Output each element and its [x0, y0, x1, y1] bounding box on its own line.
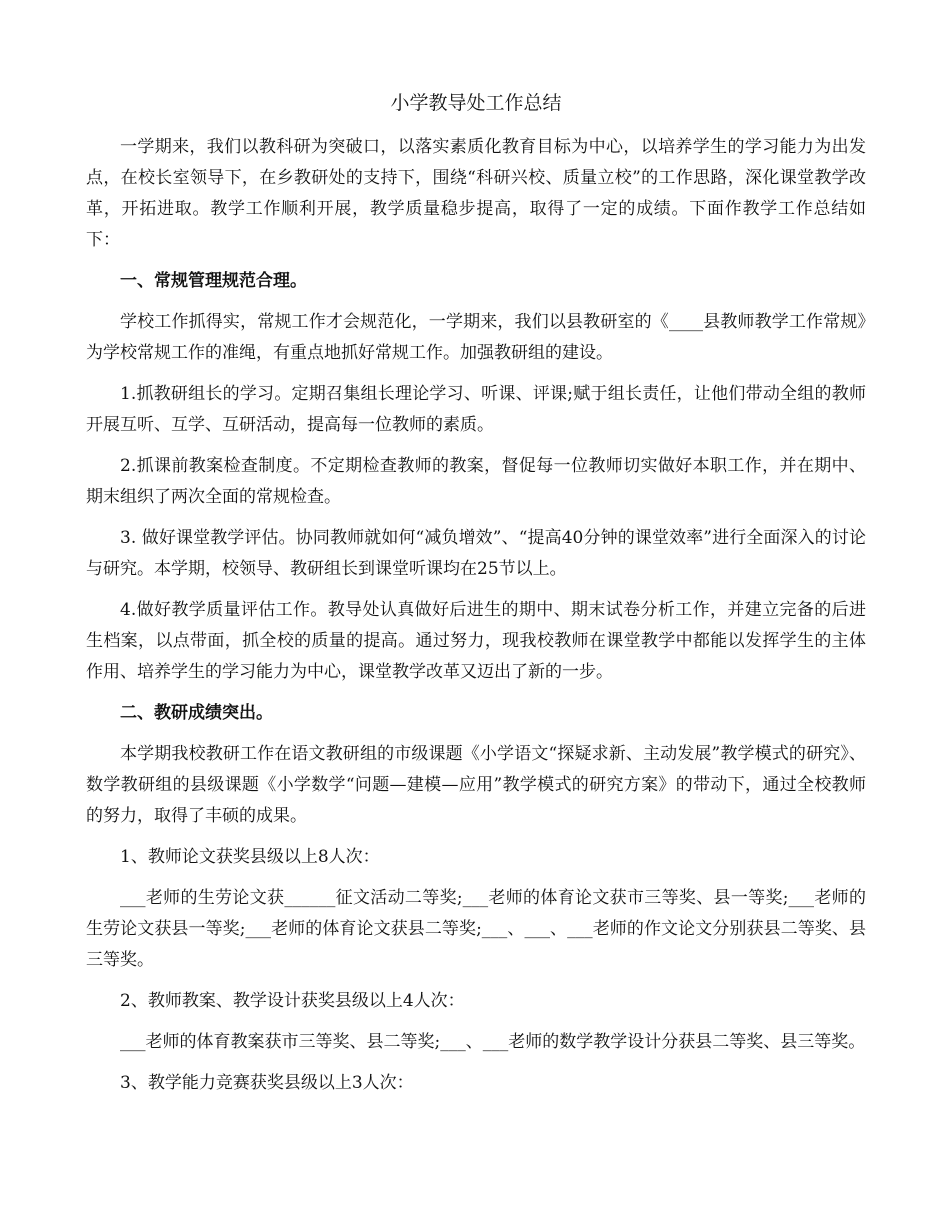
list-item: 3. 做好课堂教学评估。协同教师就如何“减负增效”、“提高40分钟的课堂效率”进行全面深入的讨论与研究。本学期，校领导、教研组长到课堂听课均在25节以上。 — [86, 528, 866, 579]
list-item: 1、教师论文获奖县级以上8人次： — [120, 847, 380, 867]
paragraph: ___老师的体育教案获市三等奖、县二等奖;___、___老师的数学教学设计分获县二等奖、县三等奖。 — [120, 1032, 866, 1052]
list-item: 2、教师教案、教学设计获奖县级以上4人次： — [120, 991, 465, 1011]
paragraph: 学校工作抓得实，常规工作才会规范化，一学期来，我们以县教研室的《____县教师教学工作常规》为学校常规工作的准绳，有重点地抓好常规工作。加强教研组的建设。 — [86, 312, 866, 363]
document-page — [86, 88, 866, 1109]
document-title: 小学教导处工作总结 — [390, 92, 562, 114]
section-heading-1: 一、常规管理规范合理。 — [120, 271, 307, 291]
intro-paragraph: 一学期来，我们以教科研为突破口，以落实素质化教育目标为中心，以培养学生的学习能力为出发点，在校长室领导下，在乡教研处的支持下，围绕“科研兴校、质量立校”的工作思路，深化课堂教学改革，开拓进取。教学工作顺利开展，教学质量稳步提高，取得了一定的成绩。下面作教学工作总结如下： — [86, 137, 866, 250]
paragraph: 本学期我校教研工作在语文教研组的市级课题《小学语文“探疑求新、主动发展”教学模式的研究》、数学教研组的县级课题《小学数学“问题—建模—应用”教学模式的研究方案》的带动下，通过全校教师的努力，取得了丰硕的成果。 — [86, 744, 866, 826]
list-item: 3、教学能力竞赛获奖县级以上3人次： — [120, 1073, 414, 1093]
section-heading-2: 二、教研成绩突出。 — [120, 703, 273, 723]
list-item: 2.抓课前教案检查制度。不定期检查教师的教案，督促每一位教师切实做好本职工作，并在期中、期末组织了两次全面的常规检查。 — [86, 456, 866, 507]
list-item: 4.做好教学质量评估工作。教导处认真做好后进生的期中、期末试卷分析工作，并建立完备的后进生档案，以点带面，抓全校的质量的提高。通过努力，现我校教师在课堂教学中都能以发挥学生的主体作用、培养学生的学习能力为中心，课堂教学改革又迈出了新的一步。 — [86, 600, 866, 682]
paragraph: ___老师的生劳论文获______征文活动二等奖;___老师的体育论文获市三等奖、县一等奖;___老师的生劳论文获县一等奖;___老师的体育论文获县二等奖;___、___、___老师的作文论文分别获县二等奖、县三等奖。 — [86, 888, 866, 970]
list-item: 1.抓教研组长的学习。定期召集组长理论学习、听课、评课;赋于组长责任，让他们带动全组的教师开展互听、互学、互研活动，提高每一位教师的素质。 — [86, 384, 866, 435]
